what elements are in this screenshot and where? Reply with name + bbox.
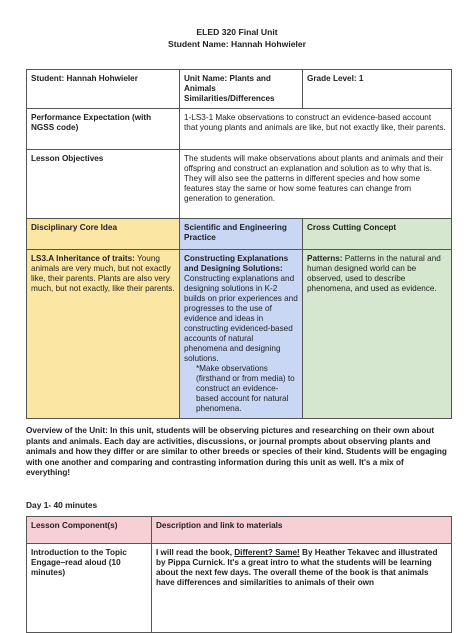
document-title: ELED 320 Final Unit: [196, 27, 278, 37]
sep-cell: [180, 250, 303, 419]
ccc-header: Cross Cutting Concept: [303, 219, 452, 250]
student-cell: Student: Hannah Hohwieler: [27, 70, 180, 109]
intro-component-cell: Introduction to the Topic Engage–read aloud (10 minutes): [27, 544, 152, 633]
sep-bold-label: Constructing Explanations and Designing Solutions:: [184, 254, 289, 273]
book-title-link[interactable]: Different? Same!: [234, 548, 300, 557]
intro-desc-post: By Heather Tekavec and illustrated by Pippa Curnick. It's a great intro to what the students will be learning about the next few days. The overall theme of the book is that animals have differences and similarities to animals of their own: [156, 548, 438, 587]
unit-plan-table: [26, 69, 452, 419]
dci-bold-label: LS3.A Inheritance of traits:: [31, 254, 135, 263]
dci-header: Disciplinary Core Idea: [27, 219, 180, 250]
sep-text: Constructing explanations and designing solutions in K-2 builds on prior experiences and progresses to the use of evidence and ideas in constructing evidenced-based accounts of natural phenomena and designing solutions.: [184, 274, 298, 363]
sep-note: *Make observations (firsthand or from media) to construct an evidence-based account for natural phenomena.: [196, 364, 295, 413]
unit-name-cell: Unit Name: Plants and Animals Similarities/Differences: [180, 70, 303, 109]
grade-level-cell: Grade Level: 1: [303, 70, 452, 109]
ccc-text: Patterns in the natural and human designed world can be observed, used to describe phenomena, and used as evidence.: [307, 254, 441, 293]
sep-header: Scientific and Engineering Practice: [180, 219, 303, 250]
dci-text: Young animals are very much, but not exactly like, their parents. Plants are also very much, but not exactly, like their parents.: [31, 254, 175, 293]
day1-lesson-table: [26, 516, 452, 633]
lesson-objectives-label: Lesson Objectives: [27, 150, 180, 219]
lesson-component-header: Lesson Component(s): [27, 517, 152, 544]
performance-expectation-label: Performance Expectation (with NGSS code): [27, 109, 180, 150]
intro-desc-pre: I will read the book,: [156, 548, 235, 557]
performance-expectation-text: 1-LS3-1 Make observations to construct an evidence-based account that young plants and animals are like, but not exactly like, their parents.: [180, 109, 452, 150]
ccc-cell: [303, 250, 452, 419]
dci-cell: [27, 250, 180, 419]
intro-description-cell: [152, 544, 452, 633]
description-header: Description and link to materials: [152, 517, 452, 544]
ccc-bold-label: Patterns:: [307, 254, 343, 263]
lesson-objectives-text: The students will make observations about plants and animals and their offspring and construct an explanation and solution as to why that is. They will also see the patterns in different species and how some features stay the same or how some features can change from generation to generation.: [180, 150, 452, 219]
student-name-line: Student Name: Hannah Hohwieler: [168, 39, 306, 49]
day1-title: Day 1- 40 minutes: [26, 500, 98, 510]
unit-overview: Overview of the Unit: In this unit, students will be observing pictures and researching on their own about plants and animals. Each day are activities, discussions, or journal prompts about observing plants and animals and how they differ or are similar to other breeds or species of their kind. Students will be engaging with one another and comparing and contrasting information during this unit as well. It's a mix of everything!: [26, 426, 447, 477]
